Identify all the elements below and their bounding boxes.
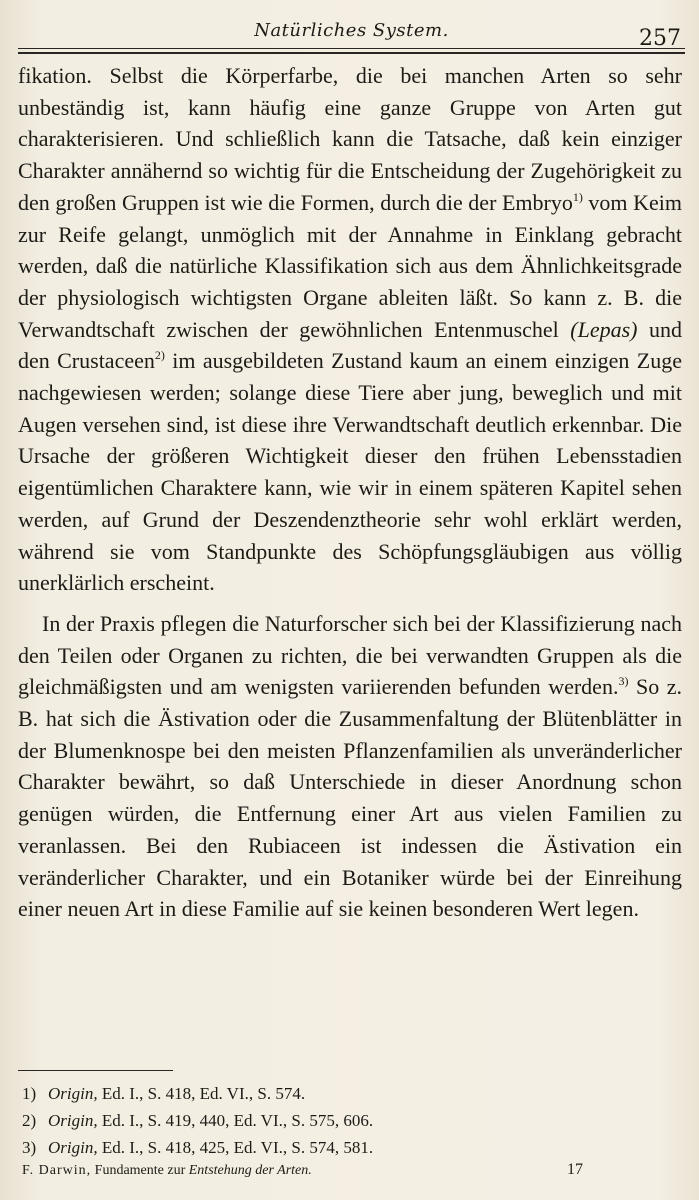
body-text — [18, 60, 682, 925]
p1-lepas: (Lepas) — [570, 316, 638, 342]
footnote-ref-2: 2) — [154, 348, 165, 363]
signature-prefix: Fundamente zur — [91, 1163, 189, 1178]
sheet-number: 17 — [567, 1161, 583, 1178]
footnote-ref-text: Ed. I., S. 418, 425, Ed. VI., S. 574, 581. — [97, 1138, 374, 1157]
footnote-rule — [18, 1070, 173, 1071]
footnote — [22, 1080, 373, 1107]
p1-text-d: im ausgebildeten Zustand kaum an einem einzigen Zuge nachgewiesen werden; solange diese Tiere aber jung, beweglich und mit Augen versehen sind, ist diese ihre Verwandtschaft deutlich erkennbar. Die Ursache der größeren Wichtigkeit dieser den frühen Lebensstadien eigentümlichen Charaktere kann, wie wir in einem späteren Kapitel sehen werden, auf Grund der Deszendenztheorie sehr wohl erklärt werden, während sie vom Standpunkte des Schöpfungsgläubigen aus völlig unerklärlich erscheint. — [18, 348, 682, 596]
signature-title: Entstehung der Arten. — [188, 1163, 312, 1178]
p1-text-c: und den Crustaceen — [18, 316, 682, 374]
paragraph-2 — [18, 608, 682, 925]
footnotes — [22, 1080, 373, 1161]
header-rule-thin — [18, 48, 685, 49]
footnote-number: 3) — [22, 1138, 37, 1157]
p2-text-a: In der Praxis pflegen die Naturforscher sich bei der Klassifizierung nach den Teilen oder Organen zu richten, die bei verwandten Gruppen als die gleichmäßigsten und am wenigsten variierenden befunden werden. — [18, 610, 682, 700]
page-number: 257 — [639, 26, 681, 51]
footnote-ref-text: Ed. I., S. 419, 440, Ed. VI., S. 575, 606. — [97, 1111, 374, 1130]
footnote — [22, 1107, 373, 1134]
paragraph-1 — [18, 60, 682, 599]
p1-text-b: vom Keim zur Reife gelangt, unmöglich mit der Annahme in Einklang gebracht werden, daß die natürliche Klassifikation sich aus dem Ähnlichkeitsgrade der physiologisch wichtigsten Organe ableiten läßt. So kann z. B. die Verwandtschaft zwischen der gewöhnlichen Entenmuschel — [18, 189, 682, 342]
signature-author: F. Darwin, — [22, 1163, 92, 1178]
footnote-work: Origin, — [48, 1138, 98, 1157]
p2-text-b: So z. B. hat sich die Ästivation oder die Zusammenfaltung der Blütenblätter in der Blumenknospe bei den meisten Pflanzenfamilien als unveränderlicher Charakter bewährt, so daß Unterschiede in dieser Anordnung schon genügen würden, die Entfernung einer Art aus vielen Familien zu veranlassen. Bei den Rubiaceen ist indessen die Ästivation ein veränderlicher Charakter, und ein Botaniker würde bei der Einreihung einer neuen Art in diese Familie auf sie keinen besonderen Wert legen. — [18, 674, 683, 922]
p1-text-a: fikation. Selbst die Körperfarbe, die bei manchen Arten so sehr unbeständig ist, kann häufig eine ganze Gruppe von Arten gut charakterisieren. Und schließlich kann die Tatsache, daß kein einziger Charakter annähernd so wichtig für die Entscheidung der Zugehörigkeit zu den großen Gruppen ist wie die Formen, durch die der Embryo — [18, 63, 682, 215]
footnote-work: Origin, — [48, 1111, 98, 1130]
footnote-ref-1: 1) — [572, 189, 583, 204]
footnote-number: 2) — [22, 1111, 37, 1130]
running-head — [18, 14, 685, 54]
footnote-ref-text: Ed. I., S. 418, Ed. VI., S. 574. — [97, 1084, 306, 1103]
footnote-ref-3: 3) — [618, 674, 629, 689]
header-rule-thick — [18, 52, 685, 54]
footnote-number: 1) — [22, 1084, 37, 1103]
footnote — [22, 1134, 373, 1161]
signature-line — [22, 1163, 312, 1179]
footnote-work: Origin, — [48, 1084, 98, 1103]
running-title: Natürliches System. — [254, 20, 449, 41]
